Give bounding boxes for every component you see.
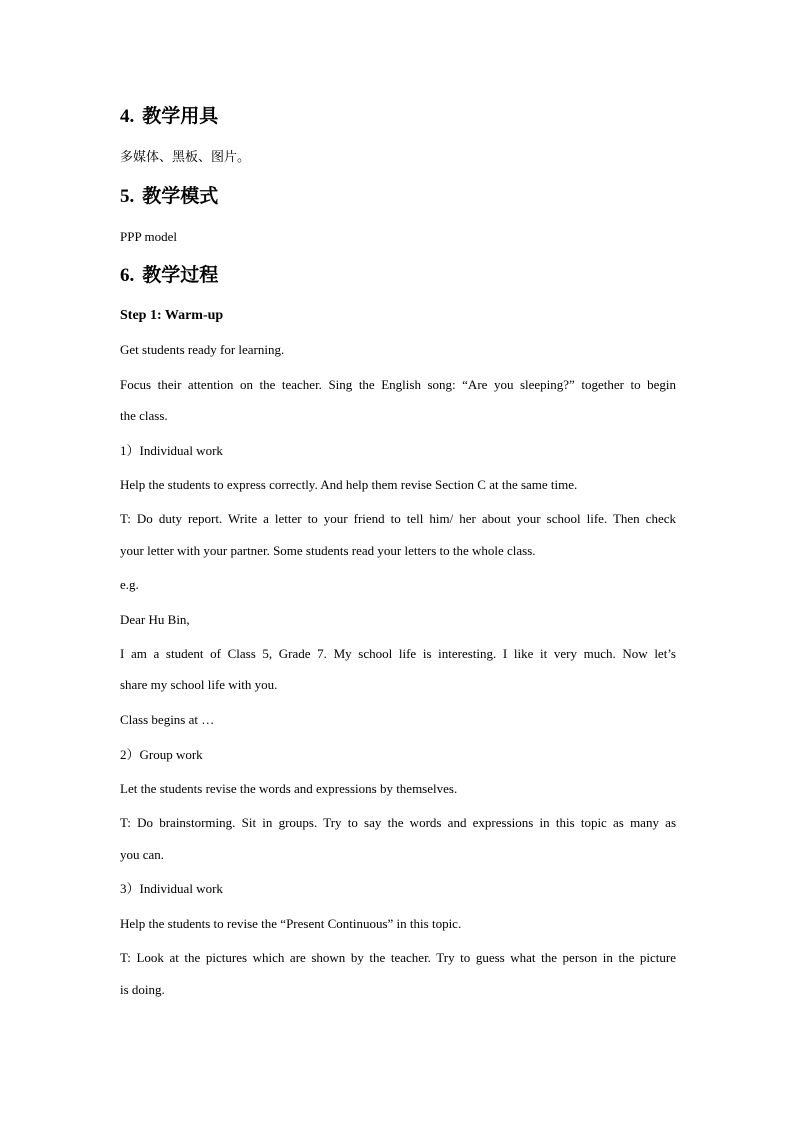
- example-label: e.g.: [120, 577, 139, 592]
- step-1-paragraph-2-line-2: the class.: [120, 408, 168, 423]
- item-1-label: 1）Individual work: [120, 443, 223, 458]
- section-6-number: 6.: [120, 265, 135, 286]
- section-4-heading: [120, 105, 676, 129]
- item-1-paragraph-2-line-2: your letter with your partner. Some students read your letters to the whole class.: [120, 543, 536, 558]
- letter-line-2: share my school life with you.: [120, 677, 278, 692]
- section-5-body: PPP model: [120, 229, 177, 244]
- document-page: [120, 0, 676, 1123]
- section-6-heading: [120, 264, 676, 288]
- item-1-paragraph-2-line-1: T: Do duty report. Write a letter to your friend to tell him/ her about your school life. Then check: [120, 511, 676, 526]
- item-3-paragraph-2-line-2: is doing.: [120, 982, 165, 997]
- step-1-paragraph-2-line-1: Focus their attention on the teacher. Sing the English song: “Are you sleeping?” together to begin: [120, 377, 676, 392]
- step-1-title: Step 1: Warm-up: [120, 308, 224, 323]
- item-2-label: 2）Group work: [120, 747, 203, 762]
- section-4-title: 教学用具: [142, 106, 219, 127]
- section-5-title: 教学模式: [142, 186, 219, 207]
- item-2-paragraph-1: Let the students revise the words and expressions by themselves.: [120, 781, 458, 796]
- item-3-paragraph-1: Help the students to revise the “Present Continuous” in this topic.: [120, 916, 462, 931]
- letter-line-3: Class begins at …: [120, 712, 215, 727]
- item-3-label: 3）Individual work: [120, 881, 223, 896]
- letter-greeting: Dear Hu Bin,: [120, 612, 190, 627]
- item-2-paragraph-2-line-1: T: Do brainstorming. Sit in groups. Try to say the words and expressions in this topic as many as: [120, 815, 676, 830]
- item-3-paragraph-2-line-1: T: Look at the pictures which are shown by the teacher. Try to guess what the person in the picture: [120, 950, 676, 965]
- section-5-number: 5.: [120, 186, 135, 207]
- section-6-title: 教学过程: [142, 265, 219, 286]
- section-4-number: 4.: [120, 106, 135, 127]
- item-2-paragraph-2-line-2: you can.: [120, 847, 165, 862]
- section-5-heading: [120, 185, 676, 209]
- item-1-paragraph-1: Help the students to express correctly. And help them revise Section C at the same time.: [120, 477, 578, 492]
- letter-line-1: I am a student of Class 5, Grade 7. My school life is interesting. I like it very much. Now let’s: [120, 646, 676, 661]
- step-1-paragraph-1: Get students ready for learning.: [120, 342, 285, 357]
- section-4-body: 多媒体、黑板、图片。: [120, 149, 251, 164]
